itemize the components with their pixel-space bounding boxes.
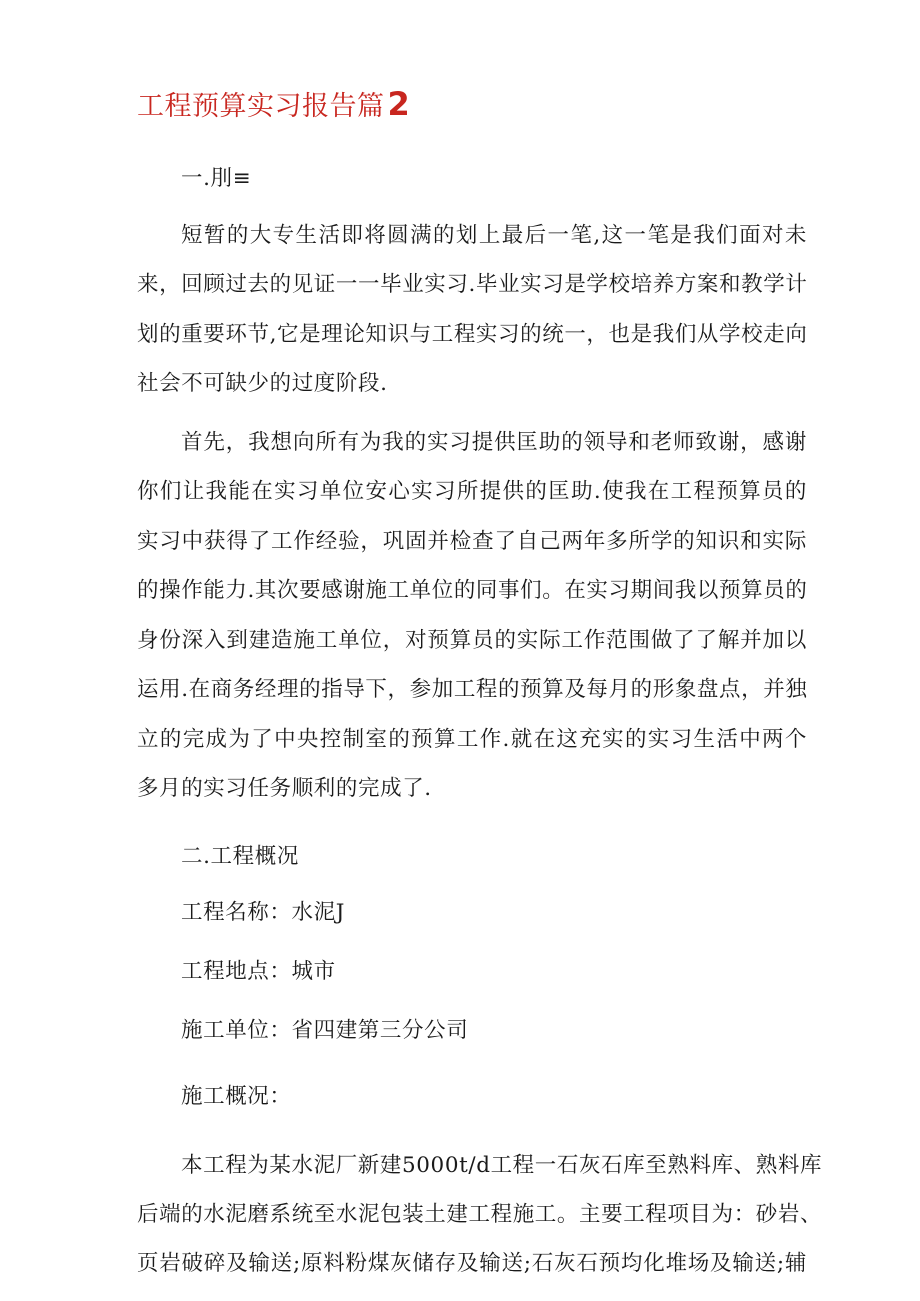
paragraph-line: 页岩破碎及输送;原料粉煤灰储存及输送;石灰石预均化堆场及输送;辅 xyxy=(137,1251,807,1276)
title-text: 工程预算实习报告篇 xyxy=(137,91,385,122)
paragraph-line: 短暂的大专生活即将圆满的划上最后一笔,这一笔是我们面对未 xyxy=(181,223,807,248)
paragraph-line: 社会不可缺少的过度阶段. xyxy=(137,371,388,396)
title-number: 2 xyxy=(387,85,411,123)
paragraph-line: 立的完成为了中央控制室的预算工作.就在这充实的实习生活中两个 xyxy=(137,727,807,752)
project-location: 工程地点：城市 xyxy=(181,959,336,984)
construction-unit: 施工单位：省四建第三分公司 xyxy=(181,1018,469,1043)
paragraph-line: 实习中获得了工作经验，巩固并检查了自己两年多所学的知识和实际 xyxy=(137,529,807,554)
paragraph-line: 运用.在商务经理的指导下，参加工程的预算及每月的形象盘点，并独 xyxy=(137,677,808,702)
paragraph-line: 的操作能力.其次要感谢施工单位的同事们。在实习期间我以预算员的 xyxy=(137,578,808,603)
section-heading-overview: 二.工程概况 xyxy=(181,844,299,869)
paragraph-line: 身份深入到建造施工单位，对预算员的实际工作范围做了了解并加以 xyxy=(137,628,807,653)
project-name: 工程名称：水泥J xyxy=(181,900,345,925)
paragraph-line: 本工程为某水泥厂新建5000t∕d工程一石灰石库至熟料库、熟料库 xyxy=(181,1153,823,1178)
section-heading-preface: 一.刖≡ xyxy=(181,166,252,191)
paragraph-line: 多月的实习任务顺利的完成了. xyxy=(137,776,432,801)
document-title xyxy=(137,84,410,127)
paragraph-line: 划的重要环节,它是理论知识与工程实习的统一，也是我们从学校走向 xyxy=(137,322,808,347)
paragraph-line: 你们让我能在实习单位安心实习所提供的匡助.使我在工程预算员的 xyxy=(137,479,807,504)
paragraph-line: 首先，我想向所有为我的实习提供匡助的领导和老师致谢，感谢 xyxy=(181,430,807,455)
construction-overview-label: 施工概况： xyxy=(181,1084,292,1109)
paragraph-line: 来，回顾过去的见证一一毕业实习.毕业实习是学校培养方案和教学计 xyxy=(137,272,808,297)
paragraph-line: 后端的水泥磨系统至水泥包装土建工程施工。主要工程项目为：砂岩、 xyxy=(137,1202,823,1227)
